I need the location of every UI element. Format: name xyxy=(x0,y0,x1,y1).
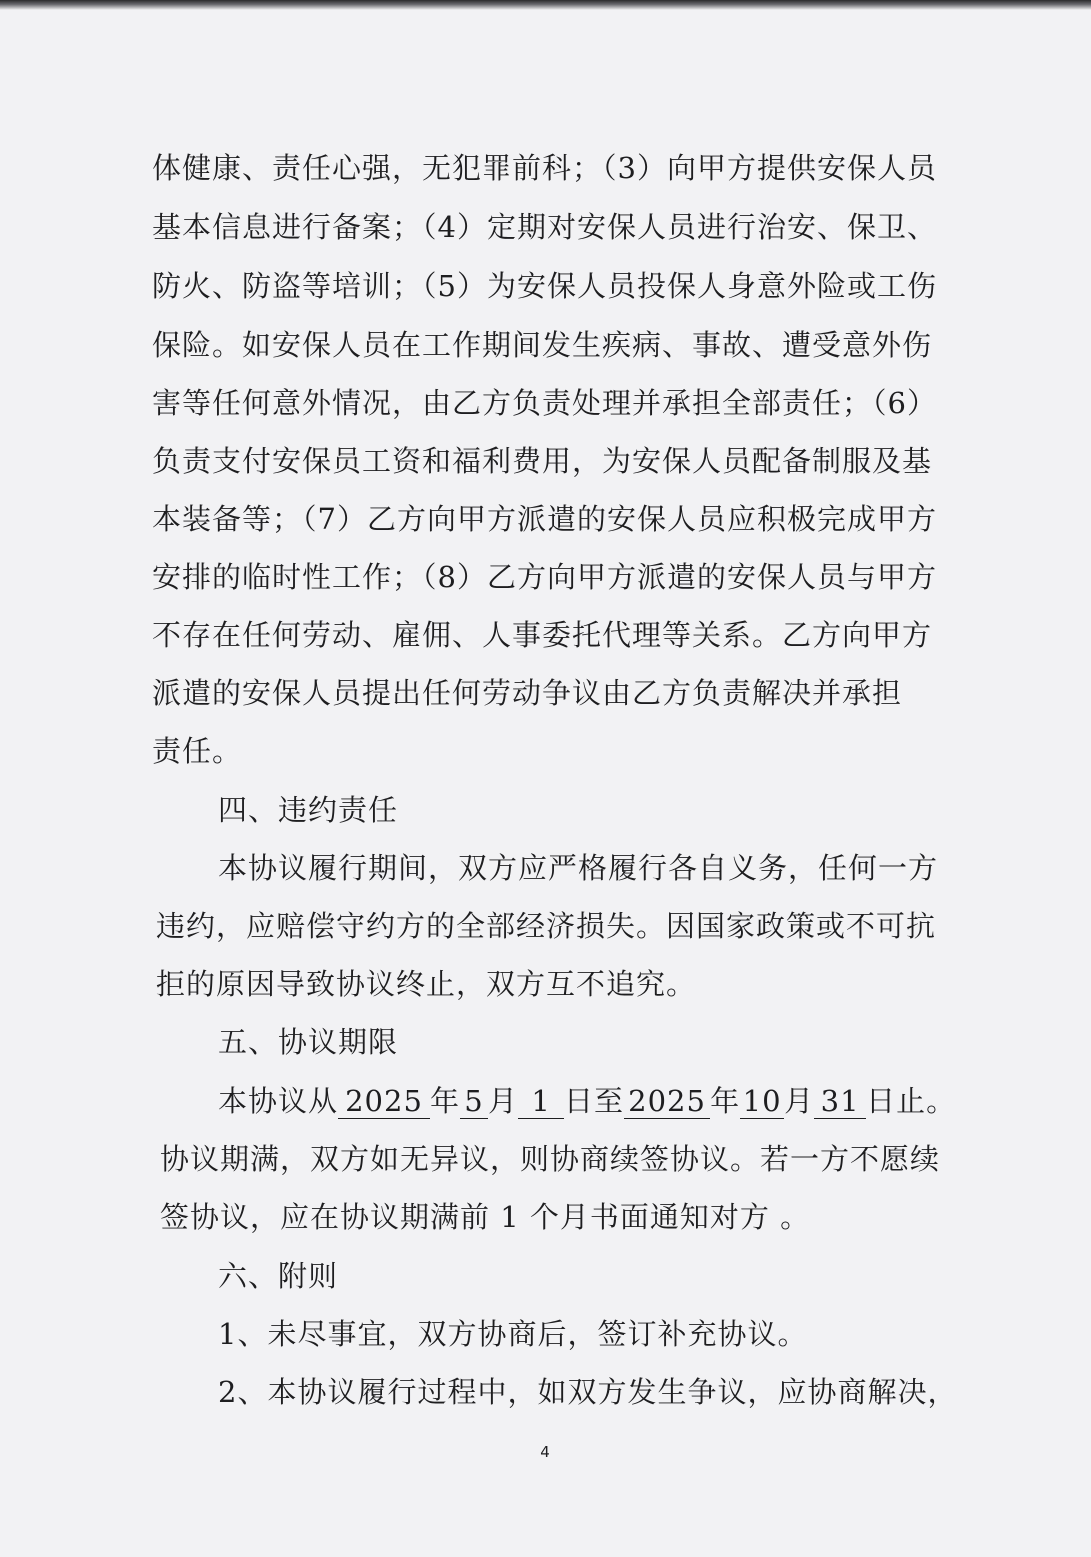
end-day-field: 31 xyxy=(814,1084,866,1119)
body-text-line: 协议期满，双方如无异议，则协商续签协议。若一方不愿续 xyxy=(160,1142,941,1176)
page-number: 4 xyxy=(540,1443,550,1461)
year-char: 年 xyxy=(430,1084,461,1118)
start-day-field: 1 xyxy=(518,1084,564,1119)
section-heading-breach-liability: 四、违约责任 xyxy=(218,793,399,827)
month-char: 月 xyxy=(784,1084,815,1118)
body-text-line: 违约，应赔偿守约方的全部经济损失。因国家政策或不可抗 xyxy=(156,909,937,943)
agreement-term-line xyxy=(218,1083,956,1119)
body-text-line: 1、未尽事宜，双方协商后，签订补充协议。 xyxy=(218,1317,808,1351)
body-text-line: 本装备等；（7）乙方向甲方派遣的安保人员应积极完成甲方 xyxy=(152,502,937,536)
start-month-field: 5 xyxy=(460,1084,488,1119)
start-year-field: 2025 xyxy=(338,1084,430,1119)
body-text-line: 拒的原因导致协议终止，双方互不追究。 xyxy=(156,967,697,1001)
end-month-field: 10 xyxy=(740,1084,784,1119)
body-text-line: 保险。如安保人员在工作期间发生疾病、事故、遭受意外伤 xyxy=(152,328,933,362)
term-suffix: 日止。 xyxy=(866,1084,957,1118)
body-text-line: 本协议履行期间，双方应严格履行各自义务，任何一方 xyxy=(218,851,939,885)
body-text-line: 派遣的安保人员提出任何劳动争议由乙方负责解决并承担 xyxy=(152,676,903,710)
body-text-line: 签协议，应在协议期满前 1 个月书面通知对方 。 xyxy=(160,1200,811,1234)
section-heading-agreement-term: 五、协议期限 xyxy=(218,1025,399,1059)
body-text-line: 负责支付安保员工资和福利费用，为安保人员配备制服及基 xyxy=(152,444,933,478)
end-year-field: 2025 xyxy=(624,1084,710,1119)
body-text-line: 责任。 xyxy=(152,734,243,768)
section-heading-supplementary: 六、附则 xyxy=(218,1259,339,1293)
body-text-line: 基本信息进行备案；（4）定期对安保人员进行治安、保卫、 xyxy=(152,210,937,244)
day-to-text: 日至 xyxy=(564,1084,625,1118)
body-text-line: 2、本协议履行过程中，如双方发生争议，应协商解决， xyxy=(218,1375,958,1409)
month-char: 月 xyxy=(488,1084,519,1118)
body-text-line: 防火、防盗等培训；（5）为安保人员投保人身意外险或工伤 xyxy=(152,269,937,303)
term-prefix: 本协议从 xyxy=(218,1084,339,1118)
year-char: 年 xyxy=(710,1084,741,1118)
body-text-line: 害等任何意外情况，由乙方负责处理并承担全部责任；（6） xyxy=(152,386,937,420)
body-text-line: 体健康、责任心强，无犯罪前科；（3）向甲方提供安保人员 xyxy=(152,151,937,185)
body-text-line: 安排的临时性工作；（8）乙方向甲方派遣的安保人员与甲方 xyxy=(152,560,937,594)
body-text-line: 不存在任何劳动、雇佣、人事委托代理等关系。乙方向甲方 xyxy=(152,618,933,652)
